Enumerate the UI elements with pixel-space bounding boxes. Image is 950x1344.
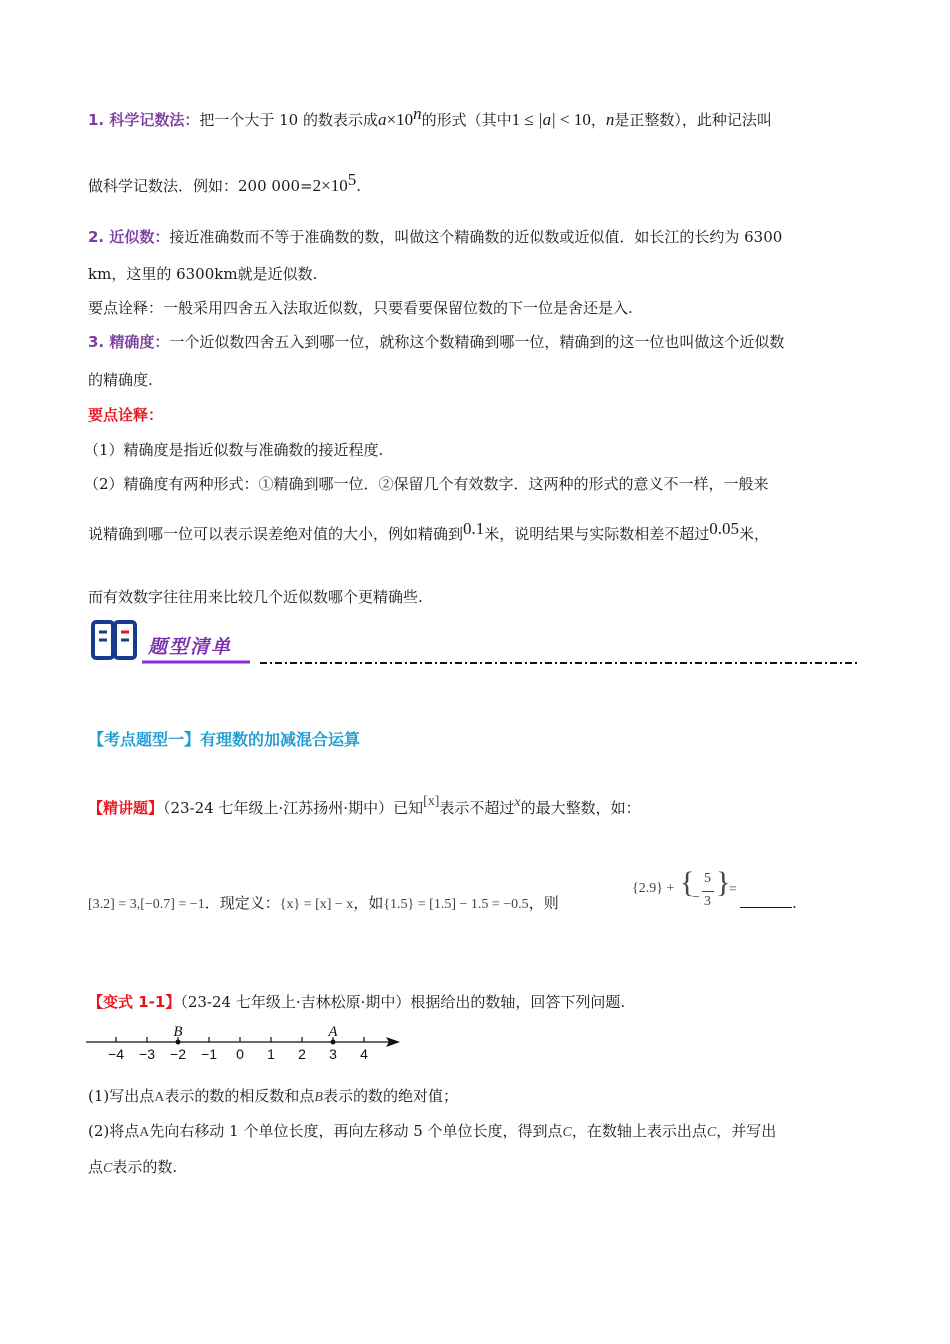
approx-note: 要点诠释：一般采用四舍五入法取近似数，只要看要保留位数的下一位是舍还是入. [88, 299, 633, 317]
example-line2: [3.2] = 3,[−0.7] = −1．现定义：{x} = [x] − x，如{1.5} = [1.5] − 1.5 = −0.5，则 [88, 894, 559, 912]
approx-line1: 2. 近似数：接近准确数而不等于准确数的数，叫做这个精确数的近似数或近似值．如长江的长约为 6300 [88, 228, 783, 246]
approx-line2: km，这里的 6300km就是近似数. [88, 265, 318, 283]
sci-notation-label: 1. 科学记数法： [88, 111, 200, 129]
key-point-1: （1）精确度是指近似数与准确数的接近程度. [84, 441, 384, 459]
point-a-label: A [328, 1024, 338, 1040]
question-2: (2)将点A先向右移动 1 个单位长度，再向左移动 5 个单位长度，得到点C，在数轴上表示出点C，并写出 [88, 1122, 777, 1140]
banner-title: 题型清单 [148, 636, 233, 658]
key-points-label: 要点诠释： [88, 406, 164, 424]
frac-den: 3 [704, 894, 711, 909]
frac-num: 5 [704, 871, 711, 886]
point-b-dot [176, 1040, 181, 1045]
tick-label: 2 [298, 1046, 306, 1062]
brace-left: { [680, 866, 695, 899]
number-line [86, 1014, 406, 1064]
key-point-2: （2）精确度有两种形式：①精确到哪一位．②保留几个有效数字．这两种的形式的意义不一样，一般来 [84, 475, 769, 493]
precision-label: 3. 精确度： [88, 333, 170, 351]
tick-label: 3 [329, 1046, 337, 1062]
brace-right: } [716, 866, 731, 899]
point-b-label: B [173, 1024, 183, 1040]
equals-sign: = [729, 882, 737, 897]
tick-label: 4 [360, 1046, 368, 1062]
key-point-2-cont: 说精确到哪一位可以表示误差绝对值的大小，例如精确到0.1米，说明结果与实际数相差不超过0.05米， [88, 519, 770, 543]
sci-notation-line2: 做科学记数法．例如：200 $000=2\times 10^5$. [88, 170, 361, 195]
section-banner [90, 618, 860, 668]
sci-notation-line1: 1. 科学记数法：把一个大于 10 的数表示成$a\times 10^n$的形式（其中1 ≤ |a| < 10，n是正整数），此种记法叫 [88, 104, 772, 129]
tick-label: −4 [108, 1046, 124, 1062]
variant-line1: 【变式 1-1】（23-24 七年级上·吉林松原·期中）根据给出的数轴，回答下列问题. [88, 993, 626, 1011]
example-expr: {2.9} + [632, 881, 675, 896]
question-2-cont: 点C表示的数. [88, 1158, 178, 1176]
precision-line1: 3. 精确度：一个近似数四舍五入到哪一位，就称这个数精确到哪一位，精确到的这一位也叫做这个近似数 [88, 333, 785, 351]
tick-label: −3 [139, 1046, 155, 1062]
example-label: 【精讲题】 [88, 799, 164, 817]
example-line1: 【精讲题】（23-24 七年级上·江苏扬州·期中）已知[x]表示不超过x的最大整数，如： [88, 794, 641, 817]
tick-label: 1 [267, 1046, 275, 1062]
tick-label: 0 [236, 1046, 244, 1062]
point-a-dot [331, 1040, 336, 1045]
answer-blank: . [740, 893, 797, 912]
approx-label: 2. 近似数： [88, 228, 170, 246]
type1-heading: 【考点题型一】有理数的加减混合运算 [88, 730, 361, 749]
frac-bar [702, 891, 714, 892]
number-line-svg [86, 1014, 406, 1064]
tick-label: −2 [170, 1046, 186, 1062]
key-point-2-end: 而有效数字往往用来比较几个近似数哪个更精确些. [88, 588, 423, 606]
variant-label: 【变式 1-1】 [88, 993, 181, 1011]
question-1: (1)写出点A表示的数的相反数和点B表示的数的绝对值； [88, 1087, 458, 1105]
precision-line2: 的精确度. [88, 371, 153, 389]
frac-sign: − [692, 890, 700, 905]
tick-label: −1 [201, 1046, 217, 1062]
